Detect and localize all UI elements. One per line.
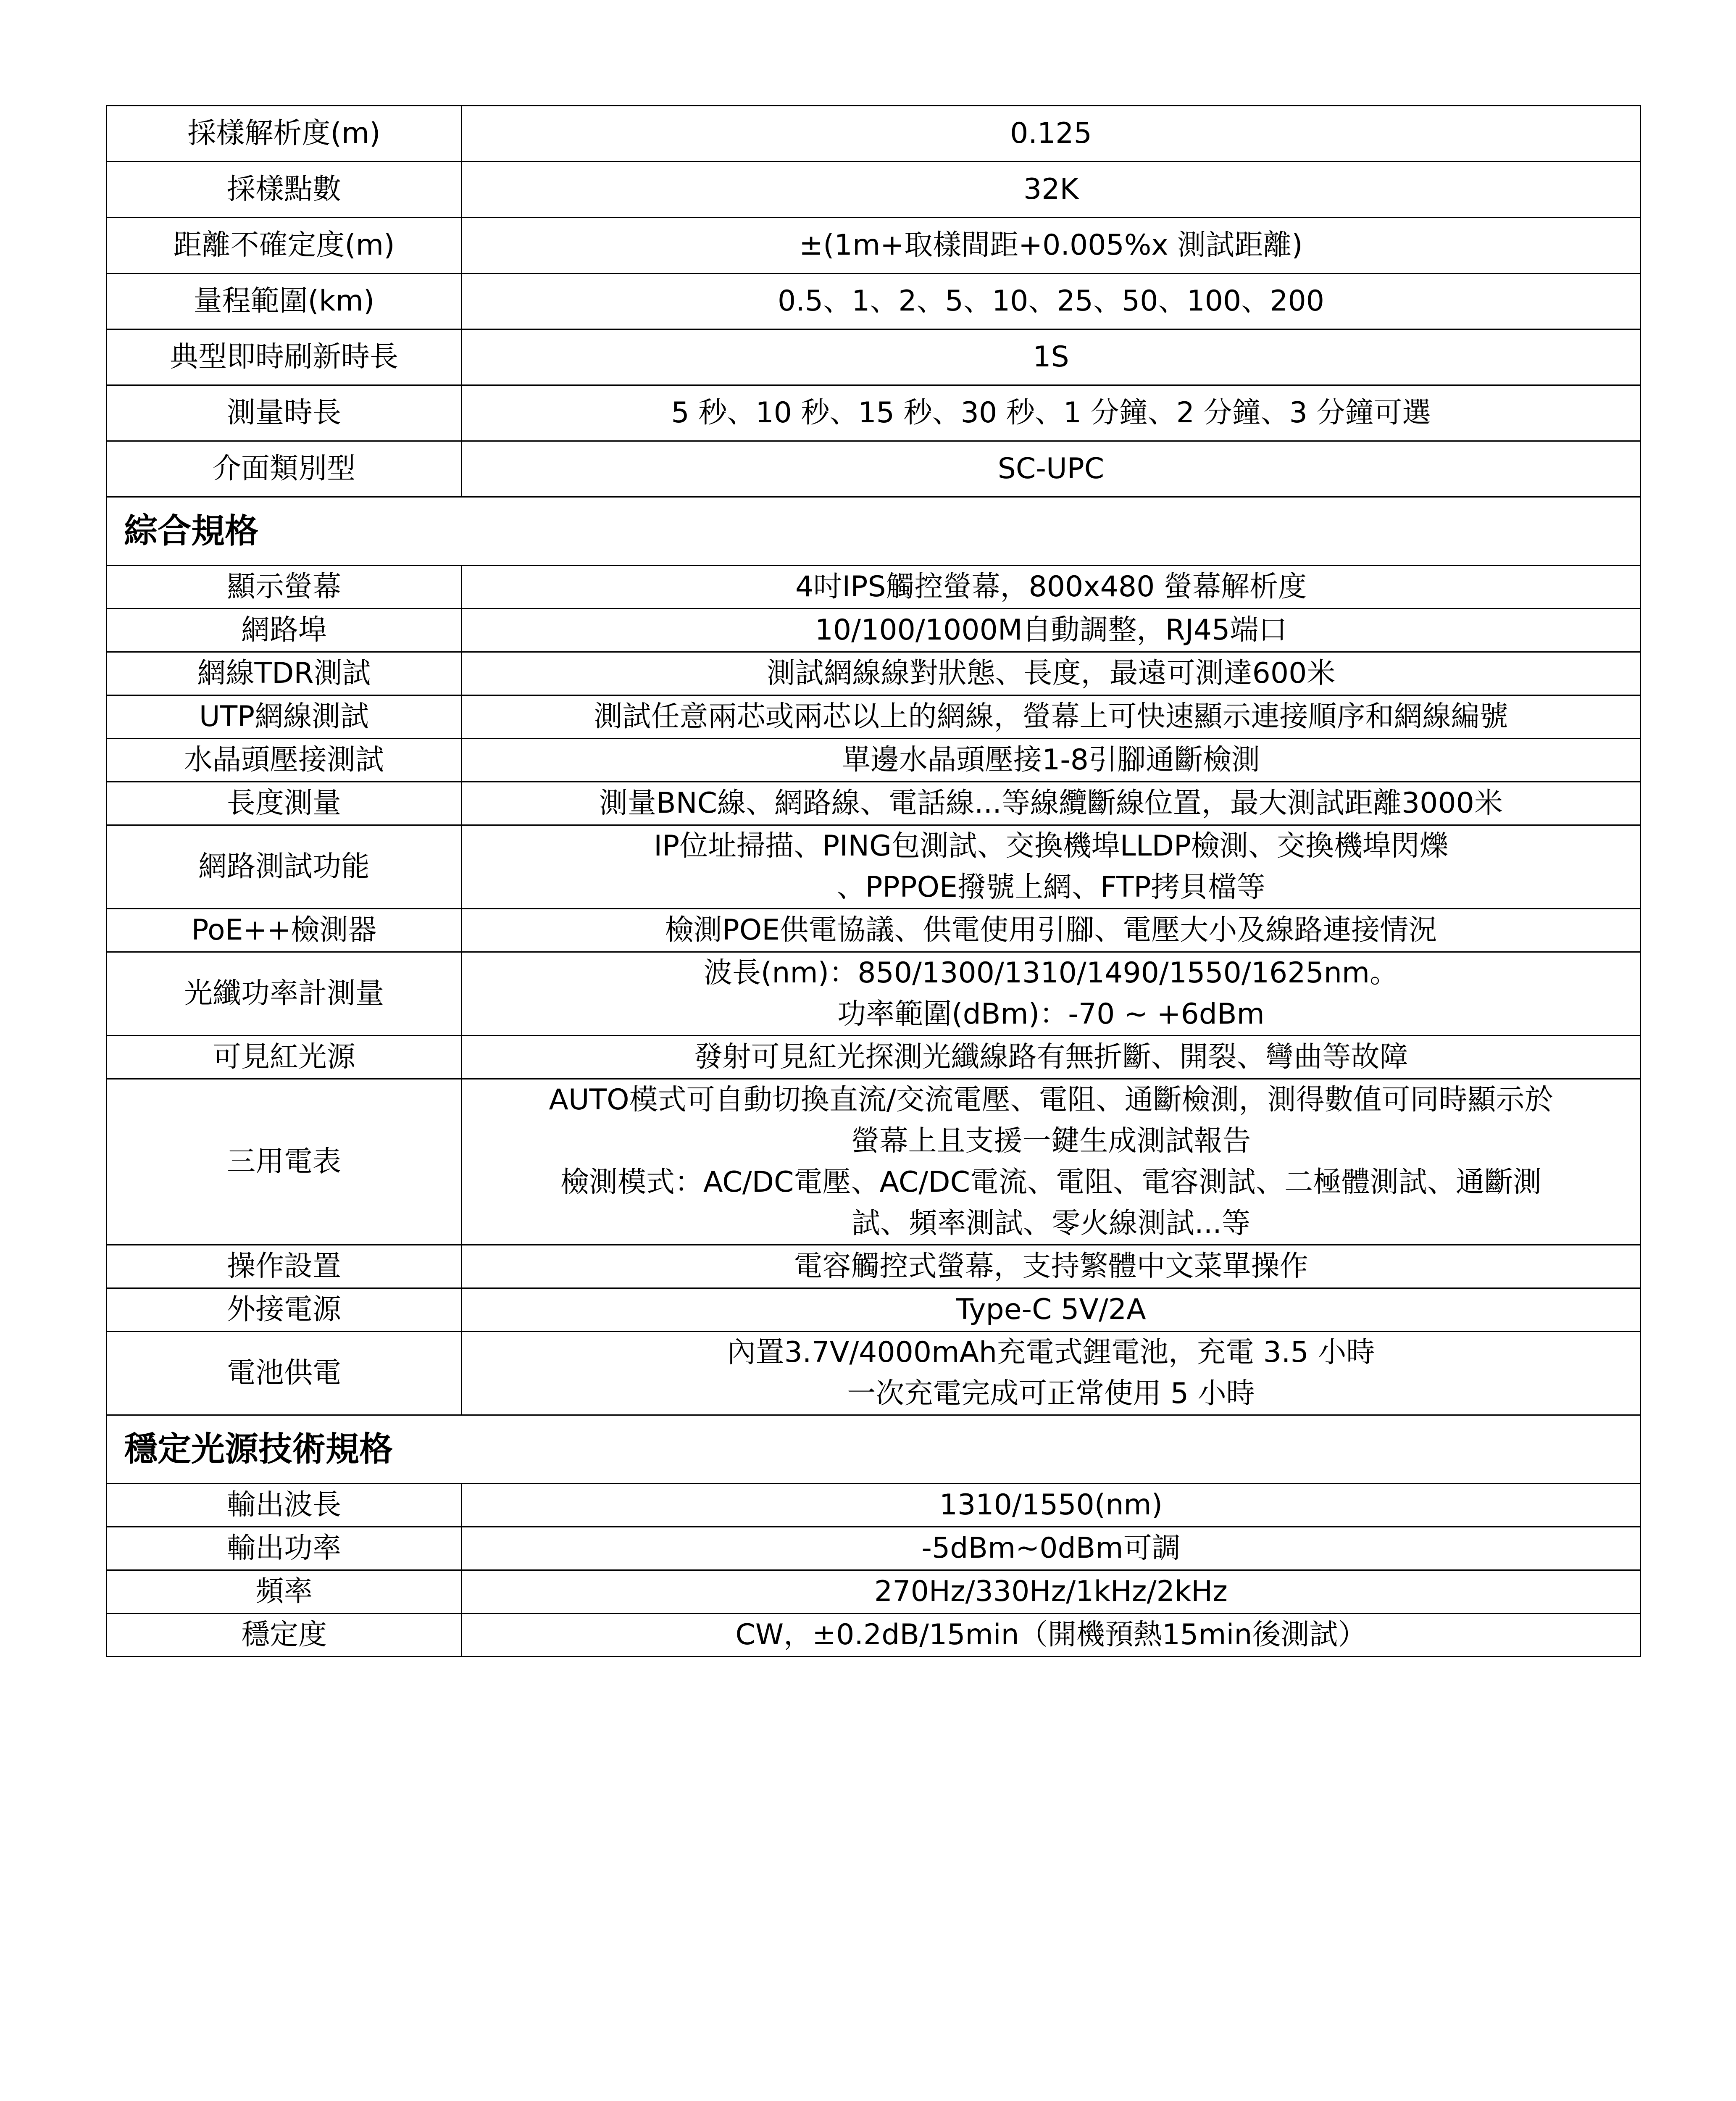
spec-row: [107, 566, 1641, 609]
spec-label: 距離不確定度(m): [107, 218, 462, 274]
spec-value-line: AUTO模式可自動切換直流/交流電壓、電阻、通斷檢測，測得數值可同時顯示於: [549, 1083, 1553, 1116]
spec-row: [107, 952, 1641, 1036]
section-header-general: [107, 497, 1641, 566]
spec-label: 操作設置: [107, 1245, 462, 1288]
spec-row: [107, 274, 1641, 329]
section-title-general: 綜合規格: [107, 497, 1641, 566]
spec-label: 採樣點數: [107, 162, 462, 218]
spec-value: SC-UPC: [462, 441, 1641, 497]
spec-label: 網線TDR測試: [107, 652, 462, 695]
spec-label: 頻率: [107, 1570, 462, 1614]
spec-value-line: 功率範圍(dBm)：-70 ~ +6dBm: [837, 998, 1265, 1031]
spec-value: [462, 652, 1641, 695]
spec-value-line: 測試任意兩芯或兩芯以上的網線，螢幕上可快速顯示連接順序和網線編號: [594, 700, 1508, 733]
spec-value: 32K: [462, 162, 1641, 218]
spec-row: [107, 825, 1641, 909]
spec-row: [107, 1614, 1641, 1657]
spec-row: [107, 609, 1641, 652]
spec-value: [462, 1245, 1641, 1288]
spec-value: [462, 952, 1641, 1036]
spec-value: 5 秒、10 秒、15 秒、30 秒、1 分鐘、2 分鐘、3 分鐘可選: [462, 385, 1641, 441]
spec-label: 顯示螢幕: [107, 566, 462, 609]
spec-label: 輸出功率: [107, 1527, 462, 1570]
spec-value-line: 10/100/1000M自動調整，RJ45端口: [815, 613, 1287, 647]
spec-label: 介面類別型: [107, 441, 462, 497]
spec-value: ±(1m+取樣間距+0.005%x 測試距離): [462, 218, 1641, 274]
spec-label: 長度測量: [107, 782, 462, 825]
spec-value: 270Hz/330Hz/1kHz/2kHz: [462, 1570, 1641, 1614]
spec-value-line: 內置3.7V/4000mAh充電式鋰電池，充電 3.5 小時: [727, 1336, 1375, 1369]
spec-row: [107, 162, 1641, 218]
spec-value: -5dBm~0dBm可調: [462, 1527, 1641, 1570]
spec-value-line: 4吋IPS觸控螢幕，800x480 螢幕解析度: [795, 570, 1307, 603]
spec-value: [462, 825, 1641, 909]
spec-row: [107, 1332, 1641, 1415]
spec-value: [462, 566, 1641, 609]
spec-value: [462, 1036, 1641, 1079]
spec-value: [462, 782, 1641, 825]
spec-value-line: 測量BNC線、網路線、電話線...等線纜斷線位置，最大測試距離3000米: [599, 787, 1503, 820]
spec-value-line: 檢測模式：AC/DC電壓、AC/DC電流、電阻、電容測試、二極體測試、通斷測: [560, 1166, 1542, 1199]
spec-label: 穩定度: [107, 1614, 462, 1657]
spec-label: 三用電表: [107, 1079, 462, 1245]
spec-label: 電池供電: [107, 1332, 462, 1415]
spec-value: CW，±0.2dB/15min（開機預熱15min後測試）: [462, 1614, 1641, 1657]
spec-value: [462, 695, 1641, 739]
spec-value-line: 電容觸控式螢幕，支持繁體中文菜單操作: [794, 1250, 1308, 1283]
spec-value-line: 螢幕上且支援一鍵生成測試報告: [851, 1124, 1251, 1158]
spec-row: [107, 695, 1641, 739]
spec-value: [462, 909, 1641, 952]
spec-value-line: IP位址掃描、PING包測試、交換機埠LLDP檢測、交換機埠閃爍: [654, 829, 1448, 863]
spec-row: [107, 1288, 1641, 1332]
spec-row: [107, 441, 1641, 497]
spec-row: [107, 106, 1641, 162]
spec-value-line: 檢測POE供電協議、供電使用引腳、電壓大小及線路連接情況: [665, 914, 1437, 947]
spec-value-line: 測試網線線對狀態、長度，最遠可測達600米: [766, 657, 1336, 690]
spec-value: [462, 1079, 1641, 1245]
spec-label: 網路埠: [107, 609, 462, 652]
spec-row: [107, 1527, 1641, 1570]
spec-label: 量程範圍(km): [107, 274, 462, 329]
spec-value-line: 、PPPOE撥號上網、FTP拷貝檔等: [836, 871, 1265, 904]
spec-value: 0.5、1、2、5、10、25、50、100、200: [462, 274, 1641, 329]
spec-row: [107, 385, 1641, 441]
spec-value-line: 試、頻率測試、零火線測試...等: [852, 1207, 1250, 1240]
spec-table: [106, 105, 1641, 1657]
spec-label: UTP網線測試: [107, 695, 462, 739]
spec-value: 1S: [462, 329, 1641, 385]
spec-row: [107, 218, 1641, 274]
spec-label: 水晶頭壓接測試: [107, 739, 462, 782]
spec-row: [107, 329, 1641, 385]
spec-row: [107, 1570, 1641, 1614]
spec-value: [462, 1288, 1641, 1332]
spec-value: 0.125: [462, 106, 1641, 162]
spec-label: 可見紅光源: [107, 1036, 462, 1079]
spec-row: [107, 782, 1641, 825]
spec-row: [107, 1036, 1641, 1079]
spec-value-line: 波長(nm)：850/1300/1310/1490/1550/1625nm。: [703, 956, 1399, 990]
spec-value: [462, 739, 1641, 782]
spec-label: 採樣解析度(m): [107, 106, 462, 162]
spec-value: [462, 609, 1641, 652]
spec-row: [107, 652, 1641, 695]
spec-value-line: 單邊水晶頭壓接1-8引腳通斷檢測: [842, 743, 1260, 777]
spec-label: 外接電源: [107, 1288, 462, 1332]
spec-row: [107, 1079, 1641, 1245]
section-header-light-source: [107, 1415, 1641, 1484]
spec-row: [107, 1484, 1641, 1527]
spec-label: 光纖功率計測量: [107, 952, 462, 1036]
spec-row: [107, 739, 1641, 782]
spec-value: [462, 1332, 1641, 1415]
spec-value: 1310/1550(nm): [462, 1484, 1641, 1527]
spec-label: PoE++檢測器: [107, 909, 462, 952]
spec-label: 測量時長: [107, 385, 462, 441]
spec-label: 典型即時刷新時長: [107, 329, 462, 385]
spec-value-line: Type-C 5V/2A: [956, 1293, 1146, 1326]
spec-row: [107, 1245, 1641, 1288]
spec-label: 輸出波長: [107, 1484, 462, 1527]
spec-label: 網路測試功能: [107, 825, 462, 909]
spec-table-body: [107, 106, 1641, 1657]
spec-row: [107, 909, 1641, 952]
spec-value-line: 一次充電完成可正常使用 5 小時: [847, 1377, 1255, 1410]
spec-value-line: 發射可見紅光探測光纖線路有無折斷、開裂、彎曲等故障: [694, 1040, 1408, 1074]
section-title-light-source: 穩定光源技術規格: [107, 1415, 1641, 1484]
